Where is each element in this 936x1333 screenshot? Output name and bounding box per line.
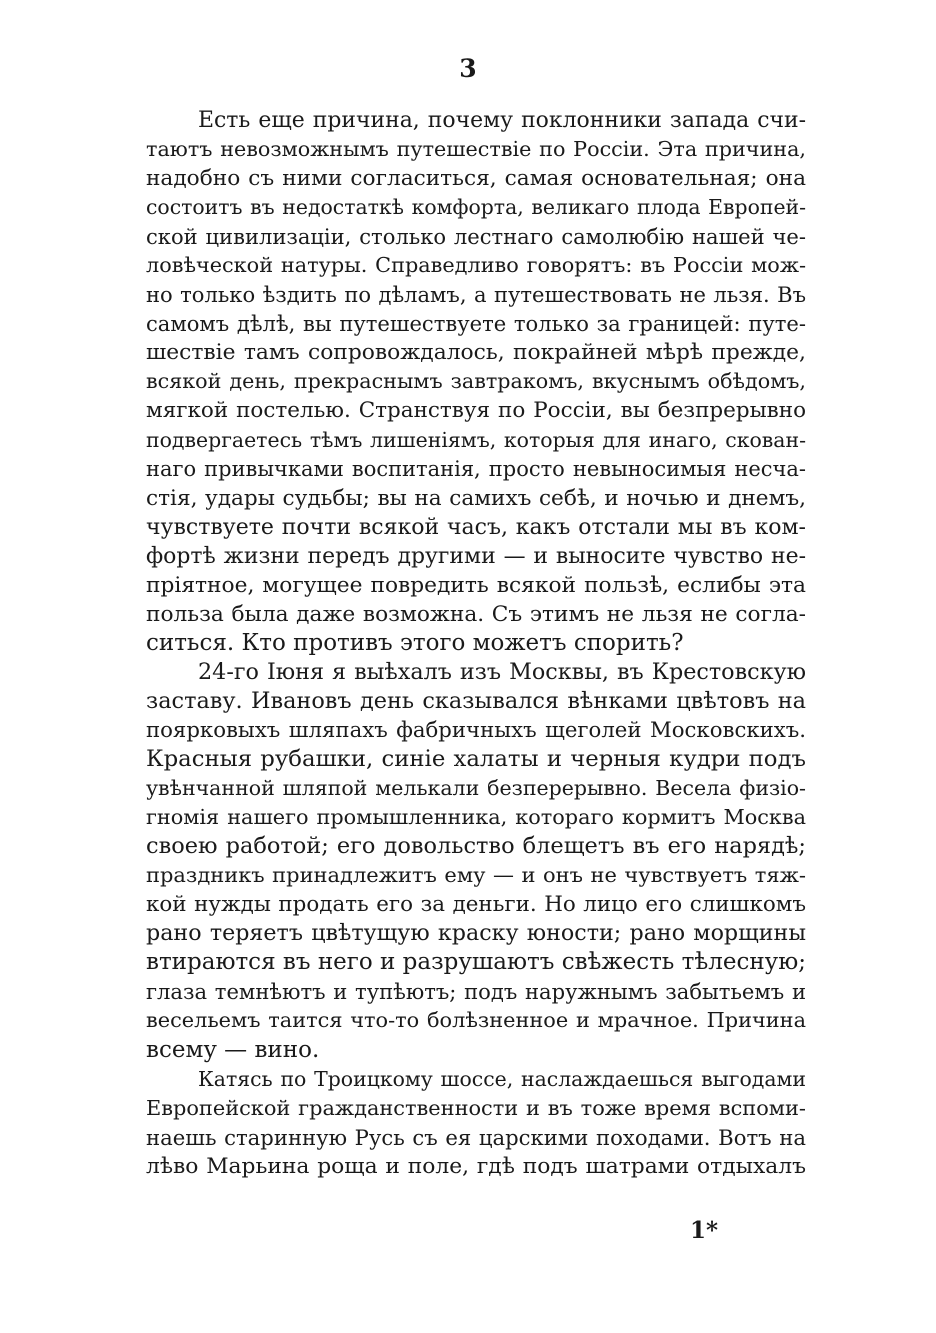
text-line: пріятное, могущее повредить всякой пользѣ, еслибы эта xyxy=(146,572,806,598)
text-line: шествіе тамъ сопровождалось, покрайней мѣрѣ прежде, xyxy=(146,340,806,366)
text-line: Есть еще причина, почему поклонники запада счи- xyxy=(198,108,806,133)
page-number: 3 xyxy=(459,54,477,83)
text-line: гномія нашего промышленника, котораго кормитъ Москва xyxy=(146,805,806,830)
text-line: ской цивилизаціи, столько лестнаго самолюбію нашей че- xyxy=(146,224,806,250)
paragraph-1 xyxy=(146,106,806,658)
text-line: Красныя рубашки, синіе халаты и черныя кудри подъ xyxy=(146,746,806,773)
text-line: состоитъ въ недостаткѣ комфорта, великаго плода Европей- xyxy=(146,195,806,220)
text-line: таютъ невозможнымъ путешествіе по Россіи. Эта причина, xyxy=(146,137,806,162)
text-line: но только ѣздить по дѣламъ, а путешествовать не льзя. Въ xyxy=(146,282,806,308)
text-line: польза была даже возможна. Съ этимъ не льзя не согла- xyxy=(146,601,806,627)
text-line: ловѣческой натуры. Справедливо говорятъ: въ Россіи мож- xyxy=(146,253,806,278)
text-line: ситься. Кто противъ этого можетъ спорить? xyxy=(146,629,684,656)
body-text xyxy=(146,106,806,1181)
text-line: лѣво Марьина роща и поле, гдѣ подъ шатрами отдыхалъ xyxy=(146,1153,806,1179)
text-line: наешь старинную Русь съ ея царскими походами. Вотъ на xyxy=(146,1124,806,1150)
text-line: своею работой; его довольство блещетъ въ его нарядѣ; xyxy=(146,833,806,860)
text-line: чувствуете почти всякой часъ, какъ отстали мы въ ком- xyxy=(146,514,806,540)
text-line: самомъ дѣлѣ, вы путешествуете только за границей: путе- xyxy=(146,311,806,337)
text-line: рано теряетъ цвѣтущую краску юности; рано морщины xyxy=(146,920,806,947)
text-line: Европейской гражданственности и въ тоже время вспоми- xyxy=(146,1095,806,1120)
text-line: праздникъ принадлежитъ ему — и онъ не чувствуетъ тяж- xyxy=(146,863,806,888)
signature-mark: 1* xyxy=(690,1217,719,1244)
text-line: подвергаетесь тѣмъ лишеніямъ, которыя для инаго, скован- xyxy=(146,427,806,452)
text-line: глаза темнѣютъ и тупѣютъ; подъ наружнымъ забытьемъ и xyxy=(146,979,806,1005)
text-line: наго привычками воспитанія, просто невыносимыя несча- xyxy=(146,456,806,481)
text-line: кой нужды продать его за деньги. Но лицо его слишкомъ xyxy=(146,892,806,918)
text-line: втираются въ него и разрушаютъ свѣжесть тѣлесную; xyxy=(146,949,806,976)
text-line: Катясь по Троицкому шоссе, наслаждаешься выгодами xyxy=(198,1066,806,1091)
text-line: всему — вино. xyxy=(146,1036,320,1063)
text-line: всякой день, прекраснымъ завтракомъ, вкуснымъ обѣдомъ, xyxy=(146,369,806,394)
paragraph-3 xyxy=(146,1065,806,1181)
text-line: поярковыхъ шляпахъ фабричныхъ щеголей Московскихъ. xyxy=(146,717,806,743)
text-line: стія, удары судьбы; вы на самихъ себѣ, и ночью и днемъ, xyxy=(146,485,806,511)
text-line: заставу. Ивановъ день сказывался вѣнками цвѣтовъ на xyxy=(146,687,806,714)
text-line: 24-го Іюня я выѣхалъ изъ Москвы, въ Крестовскую xyxy=(198,658,806,685)
text-line: фортѣ жизни передъ другими — и выносите чувство не- xyxy=(146,543,806,569)
text-line: увѣнчанной шляпой мелькали безперерывно. Весела физіо- xyxy=(146,776,806,801)
paragraph-2 xyxy=(146,658,806,1065)
text-line: мягкой постелью. Странствуя по Россіи, вы безпрерывно xyxy=(146,398,806,424)
text-line: весельемъ таится что-то болѣзненное и мрачное. Причина xyxy=(146,1008,806,1033)
text-line: надобно съ ними согласиться, самая основательная; она xyxy=(146,166,806,192)
